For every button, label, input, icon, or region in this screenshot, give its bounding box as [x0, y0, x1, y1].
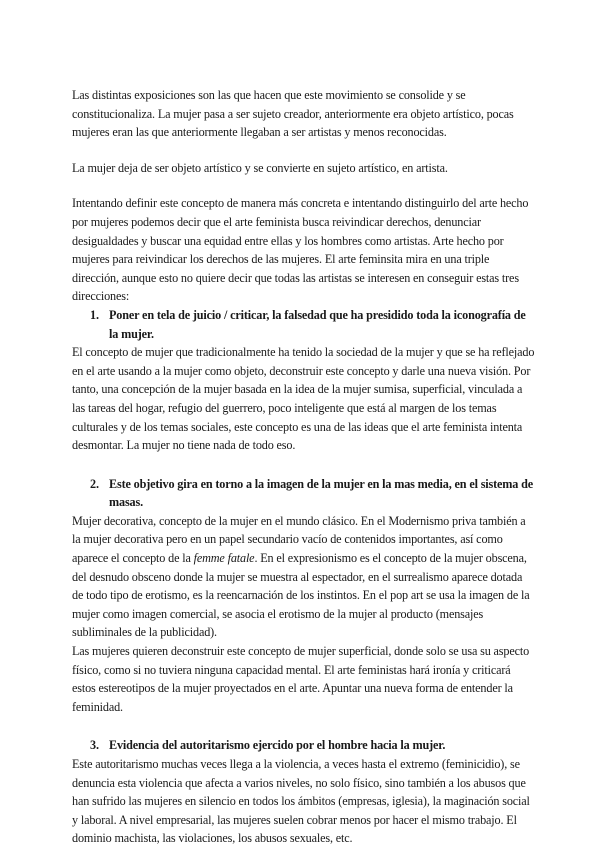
section-2-body-start: Mujer decorativa, concepto de la mujer en el mundo clásico. En el Modernismo priva también a la mujer decorativa pero en un papel secundario vacío de contenidos importantes, así como aparece el concepto de la: [72, 513, 526, 566]
intro-paragraph: Las distintas exposiciones son las que hacen que este movimiento se consolide y se constitucionaliza. La mujer pasa a ser sujeto creador, anteriormente era objeto artístico, pocas mujeres eran las que anteriormente llegaban a ser artistas y menos reconocidas.: [72, 88, 514, 140]
section-2-body-end: . En el expresionismo es el concepto de la mujer obscena, del desnudo obsceno donde la mujer se muestra al espectador, en el surrealismo aparece dotada de todo tipo de erotismo, es la reencarnación de los instintos. En el pop art se usa la imagen de la mujer como imagen comercial, se asocia el erotismo de la mujer al producto (mensajes subliminales de la publicidad).: [72, 551, 530, 640]
section-2-title: Este objetivo gira en torno a la imagen de la mujer en la mas media, en el sistema de masas.: [109, 476, 534, 510]
section-1-body: El concepto de mujer que tradicionalmente ha tenido la sociedad de la mujer y que se ha reflejado en el arte usando a la mujer como objeto, deconstruir este concepto y darle una nueva visión. Por tanto, una concepción de la mujer basada en la idea de la mujer sumisa, superficial, vinculada a las tareas del hogar, refugio del guerrero, poco inteligente que está al margen de los temas culturales y de los temas sociales, este concepto es una de las ideas que el arte feminista intenta desmontar. La mujer no tiene nada de todo eso.: [72, 345, 535, 453]
section-2-number: 2.: [90, 476, 99, 491]
thesis-paragraph: La mujer deja de ser objeto artístico y se convierte en sujeto artístico, en artista.: [72, 160, 448, 175]
femme-fatale-term: femme fatale: [193, 551, 255, 566]
section-3-heading: [72, 736, 536, 755]
definition-paragraph: Intentando definir este concepto de manera más concreta e intentando distinguirlo del arte hecho por mujeres podemos decir que el arte feminista busca reivindicar derechos, denunciar desigualdades y buscar una equidad entre ellas y los hombres como artistas. Arte hecho por mujeres para reivindicar los derechos de las mujeres. El arte feminsita mira en una triple dirección, aunque esto no quiere decir que todas las artistas se interesen en conseguir estas tres direcciones:: [72, 196, 529, 304]
section-1-heading: [72, 306, 536, 343]
section-2-body-continued: Las mujeres quieren deconstruir este concepto de mujer superficial, donde solo se usa su aspecto físico, como si no tuviera ninguna capacidad mental. El arte feministas hará ironía y criticará estos estereotipos de la mujer proyectados en el arte. Apuntar una nueva forma de entender la feminidad.: [72, 644, 530, 714]
section-3-number: 3.: [90, 738, 99, 753]
section-2-heading: [72, 475, 536, 512]
section-3-body: Este autoritarismo muchas veces llega a la violencia, a veces hasta el extremo (feminicidio), se denuncia esta violencia que afecta a varios niveles, no solo físico, sino también a los abusos que han sufrido las mujeres en silencio en todos los ámbitos (empresas, iglesia), la maginación social y laboral. A nivel empresarial, las mujeres suelen cobrar menos por hacer el mismo trabajo. El dominio machista, las violaciones, los abusos sexuales, etc.: [72, 757, 530, 846]
section-2-body: [72, 512, 536, 642]
section-3-title: Evidencia del autoritarismo ejercido por el hombre hacia la mujer.: [109, 738, 446, 753]
section-1-number: 1.: [90, 307, 99, 322]
section-1-title: Poner en tela de juicio / criticar, la falsedad que ha presidido toda la iconografía de la mujer.: [109, 307, 526, 341]
